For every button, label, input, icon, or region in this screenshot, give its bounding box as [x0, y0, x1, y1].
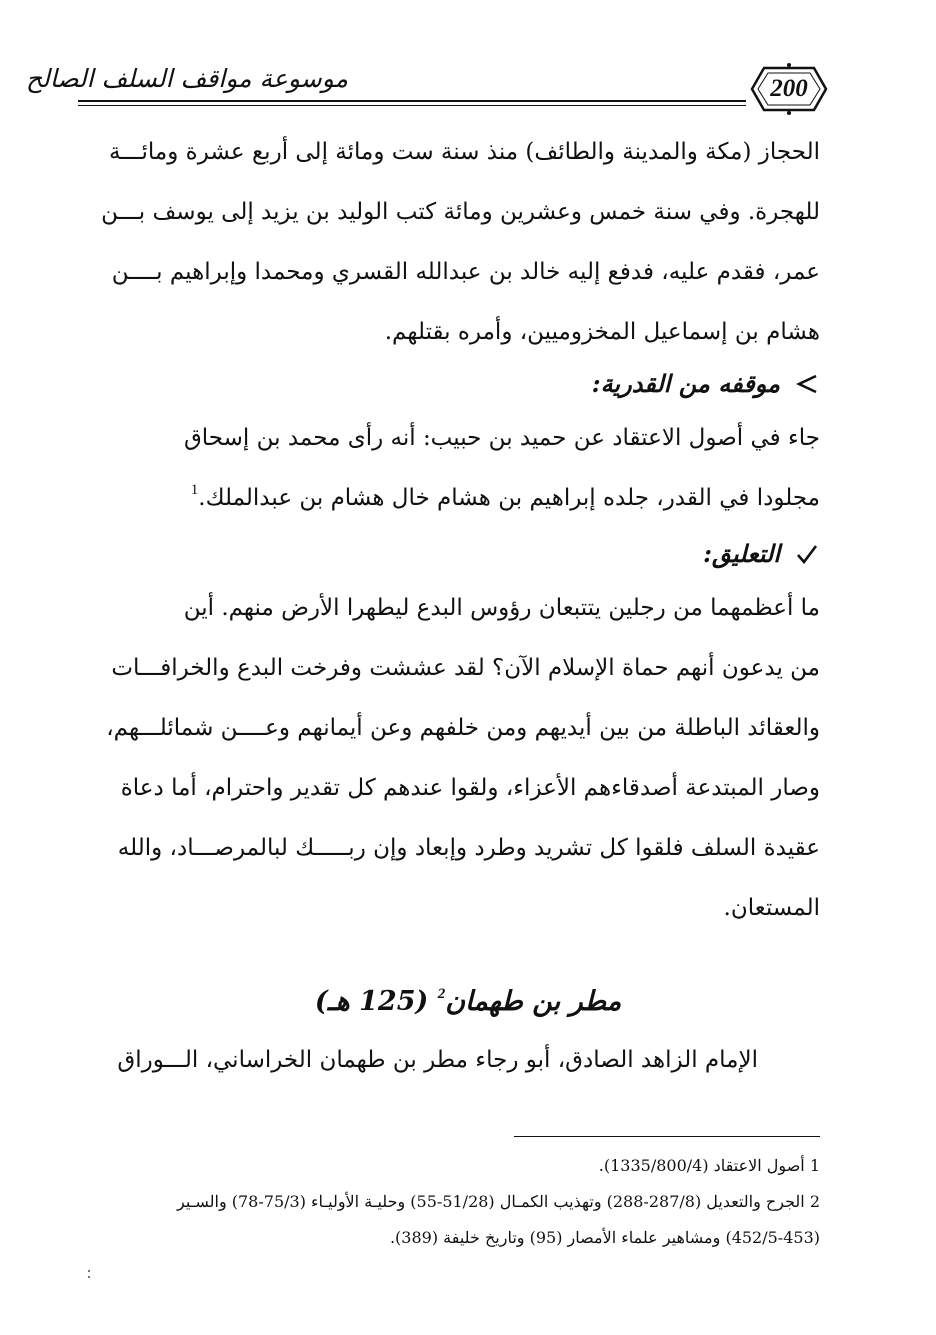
- text-line: ما أعظمهما من رجلين يتتبعان رؤوس البدع ليطهرا الأرض منهم. أين: [183, 595, 820, 621]
- subheading-comment: [78, 532, 820, 576]
- text-line: هشام بن إسماعيل المخزوميين، وأمره بقتلهم.: [384, 319, 820, 345]
- section-title-name: مطر بن طهمان: [445, 986, 622, 1017]
- scan-speck: [88, 1270, 90, 1284]
- text-line: [78, 468, 820, 528]
- footnote-ref-1[interactable]: 1: [190, 482, 199, 498]
- paragraph-1: [78, 122, 820, 362]
- text-line: من يدعون أنهم حماة الإسلام الآن؟ لقد عششت وفرخت البدع والخرافـــات: [111, 655, 820, 681]
- page-number: 200: [770, 75, 808, 102]
- section-title-year: (125 هـ): [314, 986, 429, 1017]
- arrowhead-bullet-icon: [794, 362, 820, 406]
- footnote-2: 2 الجرح والتعديل (287/8-288) وتهذيب الكمـال (51/28-55) وحليـة الأوليـاء (75/3-78) والسـير: [177, 1192, 820, 1211]
- footnote-1: 1 أصول الاعتقاد (1335/800/4).: [598, 1156, 820, 1175]
- header-rule: [78, 100, 746, 102]
- text-line: عمر، فقدم عليه، فدفع إليه خالد بن عبدالله القسري ومحمدا وإبراهيم بــــن: [111, 259, 820, 285]
- paragraph-2: [78, 408, 820, 528]
- section-title: [0, 975, 936, 1029]
- text-line: جاء في أصول الاعتقاد عن حميد بن حبيب: أنه رأى محمد بن إسحاق: [183, 425, 820, 451]
- text-line: الإمام الزاهد الصادق، أبو رجاء مطر بن طهمان الخراساني، الـــوراق: [117, 1047, 758, 1073]
- check-icon: [794, 532, 820, 576]
- text-line: المستعان.: [723, 895, 820, 921]
- subheading-text: موقفه من القدرية:: [591, 369, 780, 398]
- paragraph-4: [78, 1030, 758, 1090]
- text-line: وصار المبتدعة أصدقاءهم الأعزاء، ولقوا عندهم كل تقدير واحترام، أما دعاة: [120, 775, 820, 801]
- line-text: مجلودا في القدر، جلده إبراهيم بن هشام خال هشام بن عبدالملك.: [198, 485, 820, 511]
- text-line: عقيدة السلف فلقوا كل تشريد وطرد وإبعاد وإن ربـــــك لبالمرصـــاد، والله: [117, 835, 820, 861]
- footnote-2-continued: (452/5-453) ومشاهير علماء الأمصار (95) وتاريخ خليفة (389).: [389, 1228, 820, 1247]
- paragraph-3: [78, 578, 820, 938]
- subheading-text: التعليق:: [703, 539, 780, 568]
- page-number-badge: [748, 60, 830, 118]
- header-rule-thin: [78, 105, 746, 106]
- footnote-ref-2[interactable]: 2: [437, 986, 446, 1002]
- footnote-separator: [514, 1136, 820, 1137]
- series-title: موسوعة مواقف السلف الصالح: [25, 64, 348, 93]
- running-header: [25, 62, 830, 120]
- subheading-qadariyya: [78, 362, 820, 406]
- text-line: للهجرة. وفي سنة خمس وعشرين ومائة كتب الوليد بن يزيد إلى يوسف بـــن: [101, 199, 820, 225]
- text-line: الحجاز (مكة والمدينة والطائف) منذ سنة ست ومائة إلى أربع عشرة ومائـــة: [108, 139, 820, 165]
- text-line: والعقائد الباطلة من بين أيديهم ومن خلفهم وعن أيمانهم وعــــن شمائلـــهم،: [106, 715, 820, 741]
